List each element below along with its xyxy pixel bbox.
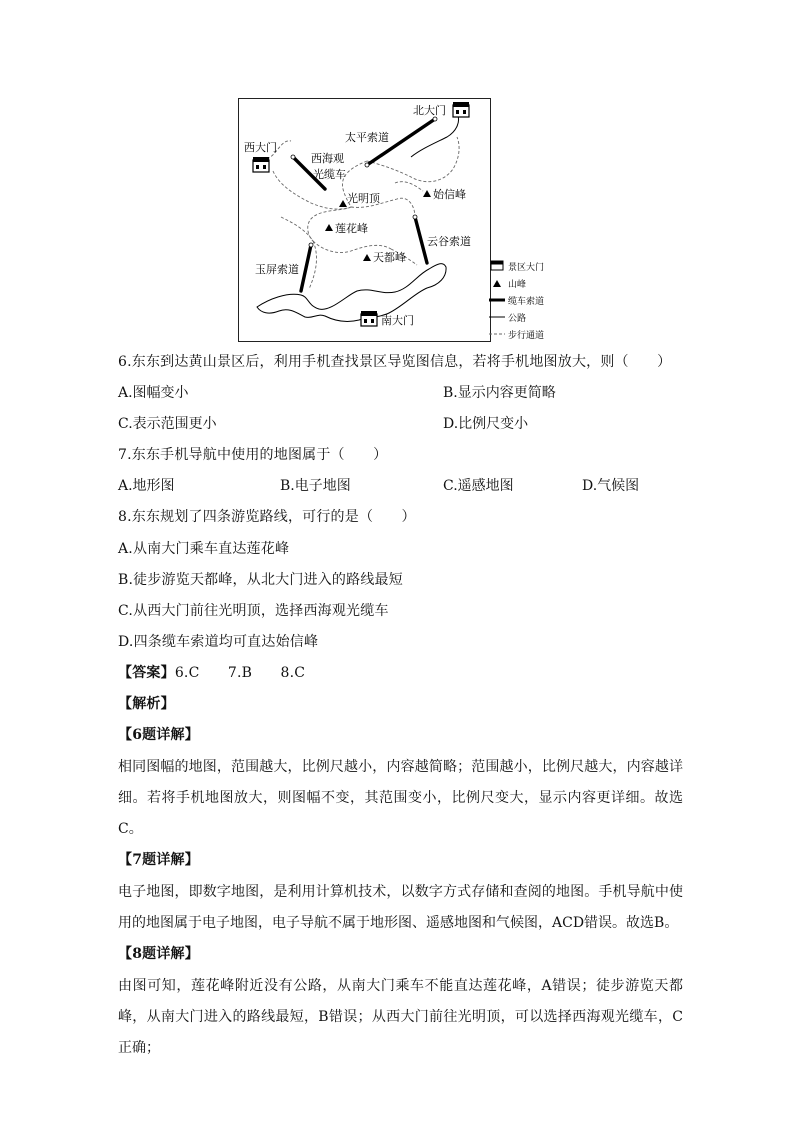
detail-8-label: 【8题详解】 [118,946,199,962]
huangshan-scenic-map [238,98,491,342]
q6-option-b: B.显示内容更简略 [443,385,556,401]
north-gate-icon [453,102,469,117]
detail-6-text: 相同图幅的地图，范围越大，比例尺越小，内容越简略；范围越小，比例尺越大，内容越详细。若将手机地图放大，则图幅不变，其范围变小，比例尺变大，显示内容更详细。故选C。 [118,759,683,837]
map-label-yungu-ropeway: 云谷索道 [427,235,471,248]
map-canvas [239,99,492,343]
shixinfeng-peak-icon [423,190,431,197]
legend-footpath-label: 步行通道 [508,331,545,341]
map-label-guangmingding: 光明顶 [347,192,380,205]
detail-8-text: 由图可知，莲花峰附近没有公路，从南大门乘车不能直达莲花峰，A错误；徒步游览天都峰，从南大门进入的路线最短，B错误；从西大门前往光明顶，可以选择西海观光缆车，C正确； [118,978,683,1056]
legend-ropeway-label: 缆车索道 [508,297,545,307]
south-gate-icon [361,311,377,326]
q6-option-a: A.图幅变小 [118,385,189,401]
map-label-taiping-ropeway: 太平索道 [345,131,389,144]
map-label-xihai-2: 光缆车 [313,168,346,181]
q6-option-c: C.表示范围更小 [118,416,217,432]
q7-option-c: C.遥感地图 [443,478,514,494]
q7-option-a: A.地形图 [118,478,175,494]
q6-stem: 6.东东到达黄山景区后，利用手机查找景区导览图信息，若将手机地图放大，则（ ） [118,354,672,370]
q8-option-c: C.从西大门前往光明顶，选择西海观光缆车 [118,603,389,619]
answer-line [118,663,305,683]
map-label-south-gate: 南大门 [381,314,414,327]
legend-gate-label: 景区大门 [508,263,545,273]
map-label-lianhuafeng: 莲花峰 [335,222,368,235]
q8-stem: 8.东东规划了四条游览路线，可行的是（ ） [118,509,416,525]
q8-option-a: A.从南大门乘车直达莲花峰 [118,541,290,557]
answer-label: 【答案】 [118,665,175,681]
legend-peak-icon [493,280,501,287]
lianhuafeng-peak-icon [325,224,333,231]
detail-7-label: 【7题详解】 [118,852,199,868]
legend-peak-label: 山峰 [508,280,527,290]
map-label-shixinfeng: 始信峰 [433,188,466,201]
q8-option-d: D.四条缆车索道均可直达始信峰 [118,634,319,650]
answer-value: 6.C 7.B 8.C [174,665,306,681]
q7-stem: 7.东东手机导航中使用的地图属于（ ） [118,447,388,463]
map-label-xihai-1: 西海观 [311,152,344,165]
map-label-tiandufeng: 天都峰 [373,251,406,264]
legend-box [488,258,558,344]
yuping-ropeway-line [301,245,311,291]
ropeways [293,119,435,291]
q8-option-b: B.徒步游览天都峰，从北大门进入的路线最短 [118,572,403,588]
q7-option-b: B.电子地图 [280,478,351,494]
q6-option-d: D.比例尺变小 [443,416,529,432]
analysis-label: 【解析】 [118,696,175,712]
map-label-yuping-ropeway: 玉屏索道 [255,263,299,276]
legend-road-label: 公路 [508,314,527,324]
map-label-west-gate: 西大门 [244,141,277,154]
q7-option-d: D.气候图 [582,478,640,494]
map-label-north-gate: 北大门 [413,104,446,117]
detail-7-text: 电子地图，即数字地图，是利用计算机技术，以数字方式存储和查阅的地图。手机导航中使用的地图属于电子地图，电子导航不属于地形图、遥感地图和气候图，ACD错误。故选B。 [118,884,683,931]
guangmingding-peak-icon [339,200,347,207]
west-gate-icon [253,157,269,172]
tiandufeng-peak-icon [363,254,371,261]
detail-6-label: 【6题详解】 [118,727,199,743]
yungu-ropeway-line [415,217,427,263]
